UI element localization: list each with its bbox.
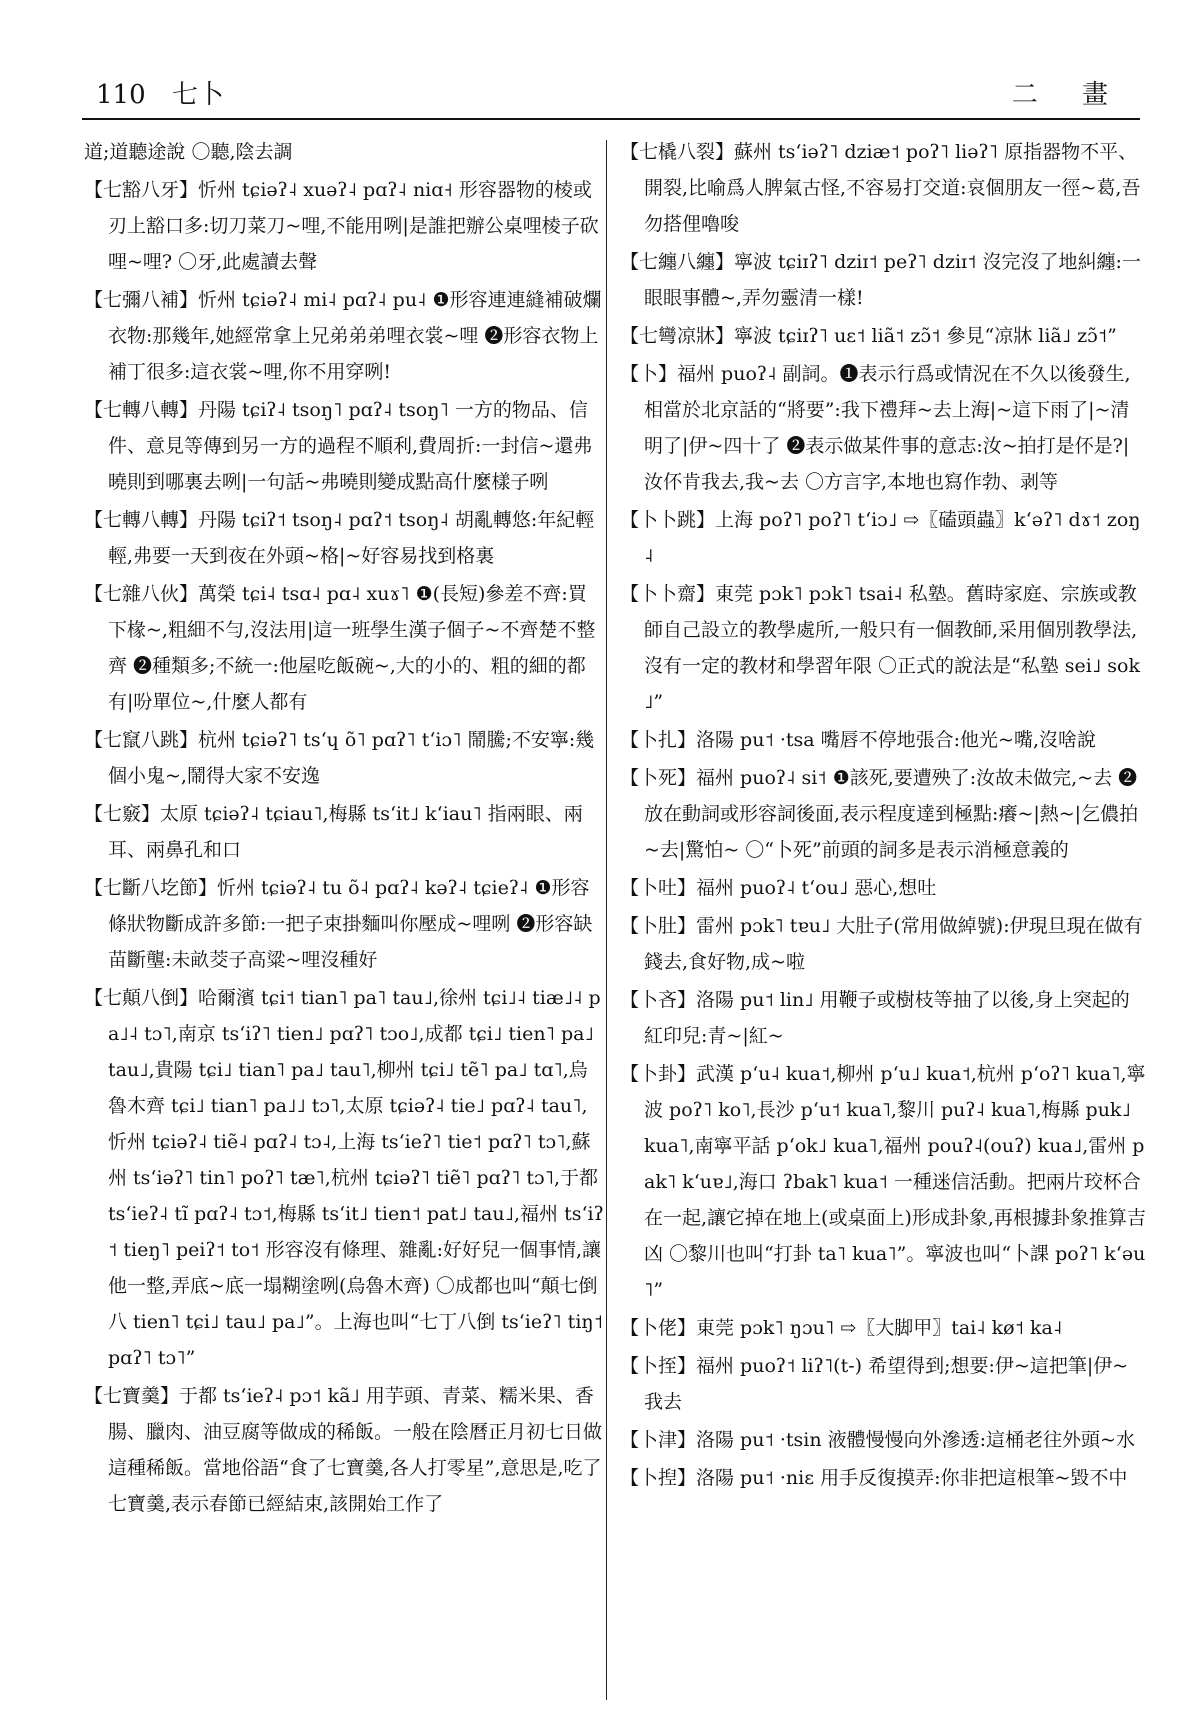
right-column (620, 134, 1146, 1498)
entry: 【卜卜齋】東莞 pɔk˥ pɔk˥ tsai˨ 私塾。舊時家庭、宗族或教師自己設立的教學處所,一般只有一個教師,采用個別教學法,沒有一定的教材和學習年限 〇正式的說法是“私塾 sei˩ sok˩” (620, 583, 1140, 713)
entry: 【卜肚】雷州 pɔk˥ tɐu˩ 大肚子(常用做綽號):伊現旦現在做有錢去,食好物,成~啦 (620, 915, 1143, 973)
entry: 【卜吐】福州 puoʔ˨ tʻou˩ 惡心,想吐 (620, 877, 937, 899)
entry: 【七寶羹】于都 tsʻieʔ˨ pɔ˦ kã˩ 用芋頭、青菜、糯米果、香腸、臘肉、油豆腐等做成的稀飯。一般在陰曆正月初七日做這種稀飯。當地俗語“食了七寶羹,各人打零星”,意思是,吃了七寶羹,表示春節已經結束,該開始工作了 (84, 1385, 603, 1515)
left-column (84, 134, 604, 1524)
header-right-title: 二 畫 (1011, 80, 1126, 110)
entry: 【卜】福州 puoʔ˨ 副詞。❶表示行爲或情況在不久以後發生,相當於北京話的“將要”:我下禮拜~去上海|~這下雨了|~清明了|伊~四十了 ❷表示做某件事的意志:汝~拍打是伓是?|汝伓肯我去,我~去 〇方言字,本地也寫作勃、剥等 (620, 363, 1131, 493)
entry: 【七斷八圪節】忻州 tɕiəʔ˨ tu õ˨ pɑʔ˨ kəʔ˨ tɕieʔ˨ ❶形容條狀物斷成許多節:一把子束掛麵叫你壓成~哩咧 ❷形容缺苗斷壟:未畝茭子高粱~哩沒種好 (84, 877, 593, 971)
entry: 【七顛八倒】哈爾濱 tɕi˦ tian˥ pa˥ tau˩,徐州 tɕi˩˨ tiæ˩˨ pa˩˨ tɔ˥,南京 tsʻiʔ˥ tien˩ pɑʔ˥ tɔo˩,成都 tɕi˩ tien˥ pa˩ tau˩,貴陽 tɕi˩ tian˥ pa˩ tau˥,柳州 tɕi˩ tẽ˥ pa˩ tɑ˥,烏魯木齊 tɕi˩ tian˥ pa˩˩ tɔ˥,太原 tɕiəʔ˨ tie˩ pɑʔ˨ tau˥,忻州 tɕiəʔ˨ tiẽ˨ pɑʔ˨ tɔ˨,上海 tsʻieʔ˥ tie˦ pɑʔ˥ tɔ˥,蘇州 tsʻiəʔ˥ tin˥ poʔ˥ tæ˥,杭州 tɕiəʔ˥ tiẽ˥ pɑʔ˥ tɔ˥,于都 tsʻieʔ˨ tĩ pɑʔ˨ tɔ˦,梅縣 tsʻit˩ tien˦ pat˩ tau˩,福州 tsʻiʔ˦ tieŋ˥ peiʔ˦ to˦ 形容沒有條理、雜亂:好好兒一個事情,讓他一整,弄底~底一塌糊塗咧(烏魯木齊) 〇成都也叫“顛七倒八 tien˥ tɕi˩ tau˩ pa˩”。上海也叫“七丁八倒 tsʻieʔ˥ tiŋ˦ pɑʔ˥ tɔ˥” (84, 987, 604, 1369)
page-number: 110 (96, 80, 146, 110)
entry: 【七竅】太原 tɕiəʔ˨ tɕiau˥,梅縣 tsʻit˩ kʻiau˥ 指兩眼、兩耳、兩鼻孔和口 (84, 803, 583, 861)
entry: 【卜津】洛陽 pu˦ ·tsin 液體慢慢向外滲透:這桶老往外頭~水 (620, 1429, 1135, 1451)
entry: 【卜死】福州 puoʔ˨ si˦ ❶該死,要遭殃了:汝故未做完,~去 ❷放在動詞或形容詞後面,表示程度達到極點:癢~|熱~|乞儂拍~去|驚怕~ 〇“卜死”前頭的詞多是表示消極意義的 (620, 767, 1139, 861)
entry: 【七竄八跳】杭州 tɕiəʔ˥ tsʻɥ õ˥ pɑʔ˥ tʻiɔ˥ 鬧騰;不安寧:幾個小鬼~,鬧得大家不安逸 (84, 729, 595, 787)
entry: 【卜揑】洛陽 pu˦ ·niɛ 用手反復摸弄:你非把這根筆~毀不中 (620, 1467, 1128, 1489)
entry: 【卜佬】東莞 pɔk˥ ŋɔu˥ ⇨〖大脚甲〗tai˨ kø˦ ka˨ (620, 1317, 1063, 1339)
entry: 【七轉八轉】丹陽 tɕiʔ˨ tsoŋ˥ pɑʔ˨ tsoŋ˥ 一方的物品、信件、意見等傳到另一方的過程不順利,費周折:一封信~還弗曉則到哪裏去咧|一句話~弗曉則變成點高什麼樣子咧 (84, 399, 593, 493)
page-header (82, 70, 1140, 120)
entry: 道;道聽途說 〇聽,陰去調 (84, 141, 293, 163)
section-title: 七卜 (171, 80, 224, 110)
entry: 【七雜八伙】萬榮 tɕi˨ tsɑ˨ pɑ˨ xuɤ˥ ❶(長短)參差不齊:買下椽~,粗細不勻,沒法用|這一班學生漢子個子~不齊楚不整齊 ❷種類多;不統一:他屋吃飯碗~,大的小的、粗的細的都有|吩單位~,什麼人都有 (84, 583, 596, 713)
entry: 【七橇八裂】蘇州 tsʻiəʔ˥ dziæ˦ poʔ˥ liəʔ˥ 原指器物不平、開裂,比喻爲人脾氣古怪,不容易打交道:哀個朋友一徑~葛,吾勿搭俚嚕唆 (620, 141, 1141, 235)
entry: 【卜扎】洛陽 pu˦ ·tsa 嘴唇不停地張合:他光~嘴,沒啥說 (620, 729, 1097, 751)
entry: 【卜挃】福州 puoʔ˦ liʔ˥(t-) 希望得到;想要:伊~這把筆|伊~我去 (620, 1355, 1129, 1413)
entry: 【七彌八補】忻州 tɕiəʔ˨ mi˨ pɑʔ˨ pu˨ ❶形容連連縫補破爛衣物:那幾年,她經常拿上兄弟弟弟哩衣裳~哩 ❷形容衣物上補丁很多:這衣裳~哩,你不用穿咧! (84, 289, 602, 383)
header-left (96, 74, 242, 111)
entry: 【七豁八牙】忻州 tɕiəʔ˨ xuəʔ˨ pɑʔ˨ niɑ˧ 形容器物的棱或刃上豁口多:切刀菜刀~哩,不能用咧|是誰把辦公桌哩棱子砍哩~哩? 〇牙,此處讀去聲 (84, 179, 599, 273)
entry: 【卜卦】武漢 pʻu˨ kua˦,柳州 pʻu˩ kua˦,杭州 pʻoʔ˥ kua˥,寧波 poʔ˥ ko˥,長沙 pʻu˦ kua˥,黎川 puʔ˨ kua˥,梅縣 puk˩ kua˥,南寧平話 pʻok˩ kua˥,福州 pouʔ˨(ouʔ) kua˩,雷州 pak˥ kʻuɐ˩,海口 ʔbak˥ kua˦ 一種迷信活動。把兩片珓杯合在一起,讓它掉在地上(或桌面上)形成卦象,再根據卦象推算吉凶 〇黎川也叫“打卦 ta˥ kua˥”。寧波也叫“卜課 poʔ˥ kʻəu˥” (620, 1063, 1146, 1301)
entry: 【七纏八纏】寧波 tɕiɪʔ˥ dziɪ˦ peʔ˥ dziɪ˦ 沒完沒了地糾纏:一眼眼事體~,弄勿靈清一樣! (620, 251, 1141, 309)
column-divider (606, 140, 607, 1700)
entry: 【卜吝】洛陽 pu˦ lin˩ 用鞭子或樹枝等抽了以後,身上突起的紅印兒:青~|紅~ (620, 989, 1130, 1047)
entry: 【七彎凉牀】寧波 tɕiɪʔ˥ uɛ˦ liã˦ zɔ̃˦ 參見“凉牀 liã˩ zɔ̃˦” (620, 325, 1117, 347)
entry: 【七轉八轉】丹陽 tɕiʔ˦ tsoŋ˨ pɑʔ˦ tsoŋ˨ 胡亂轉悠:年紀輕輕,弗要一天到夜在外頭~格|~好容易找到格裏 (84, 509, 595, 567)
entry: 【卜卜跳】上海 poʔ˥ poʔ˥ tʻiɔ˩ ⇨〖磕頭蟲〗kʻəʔ˥ dɤ˦ zoŋ˨ (620, 509, 1141, 567)
